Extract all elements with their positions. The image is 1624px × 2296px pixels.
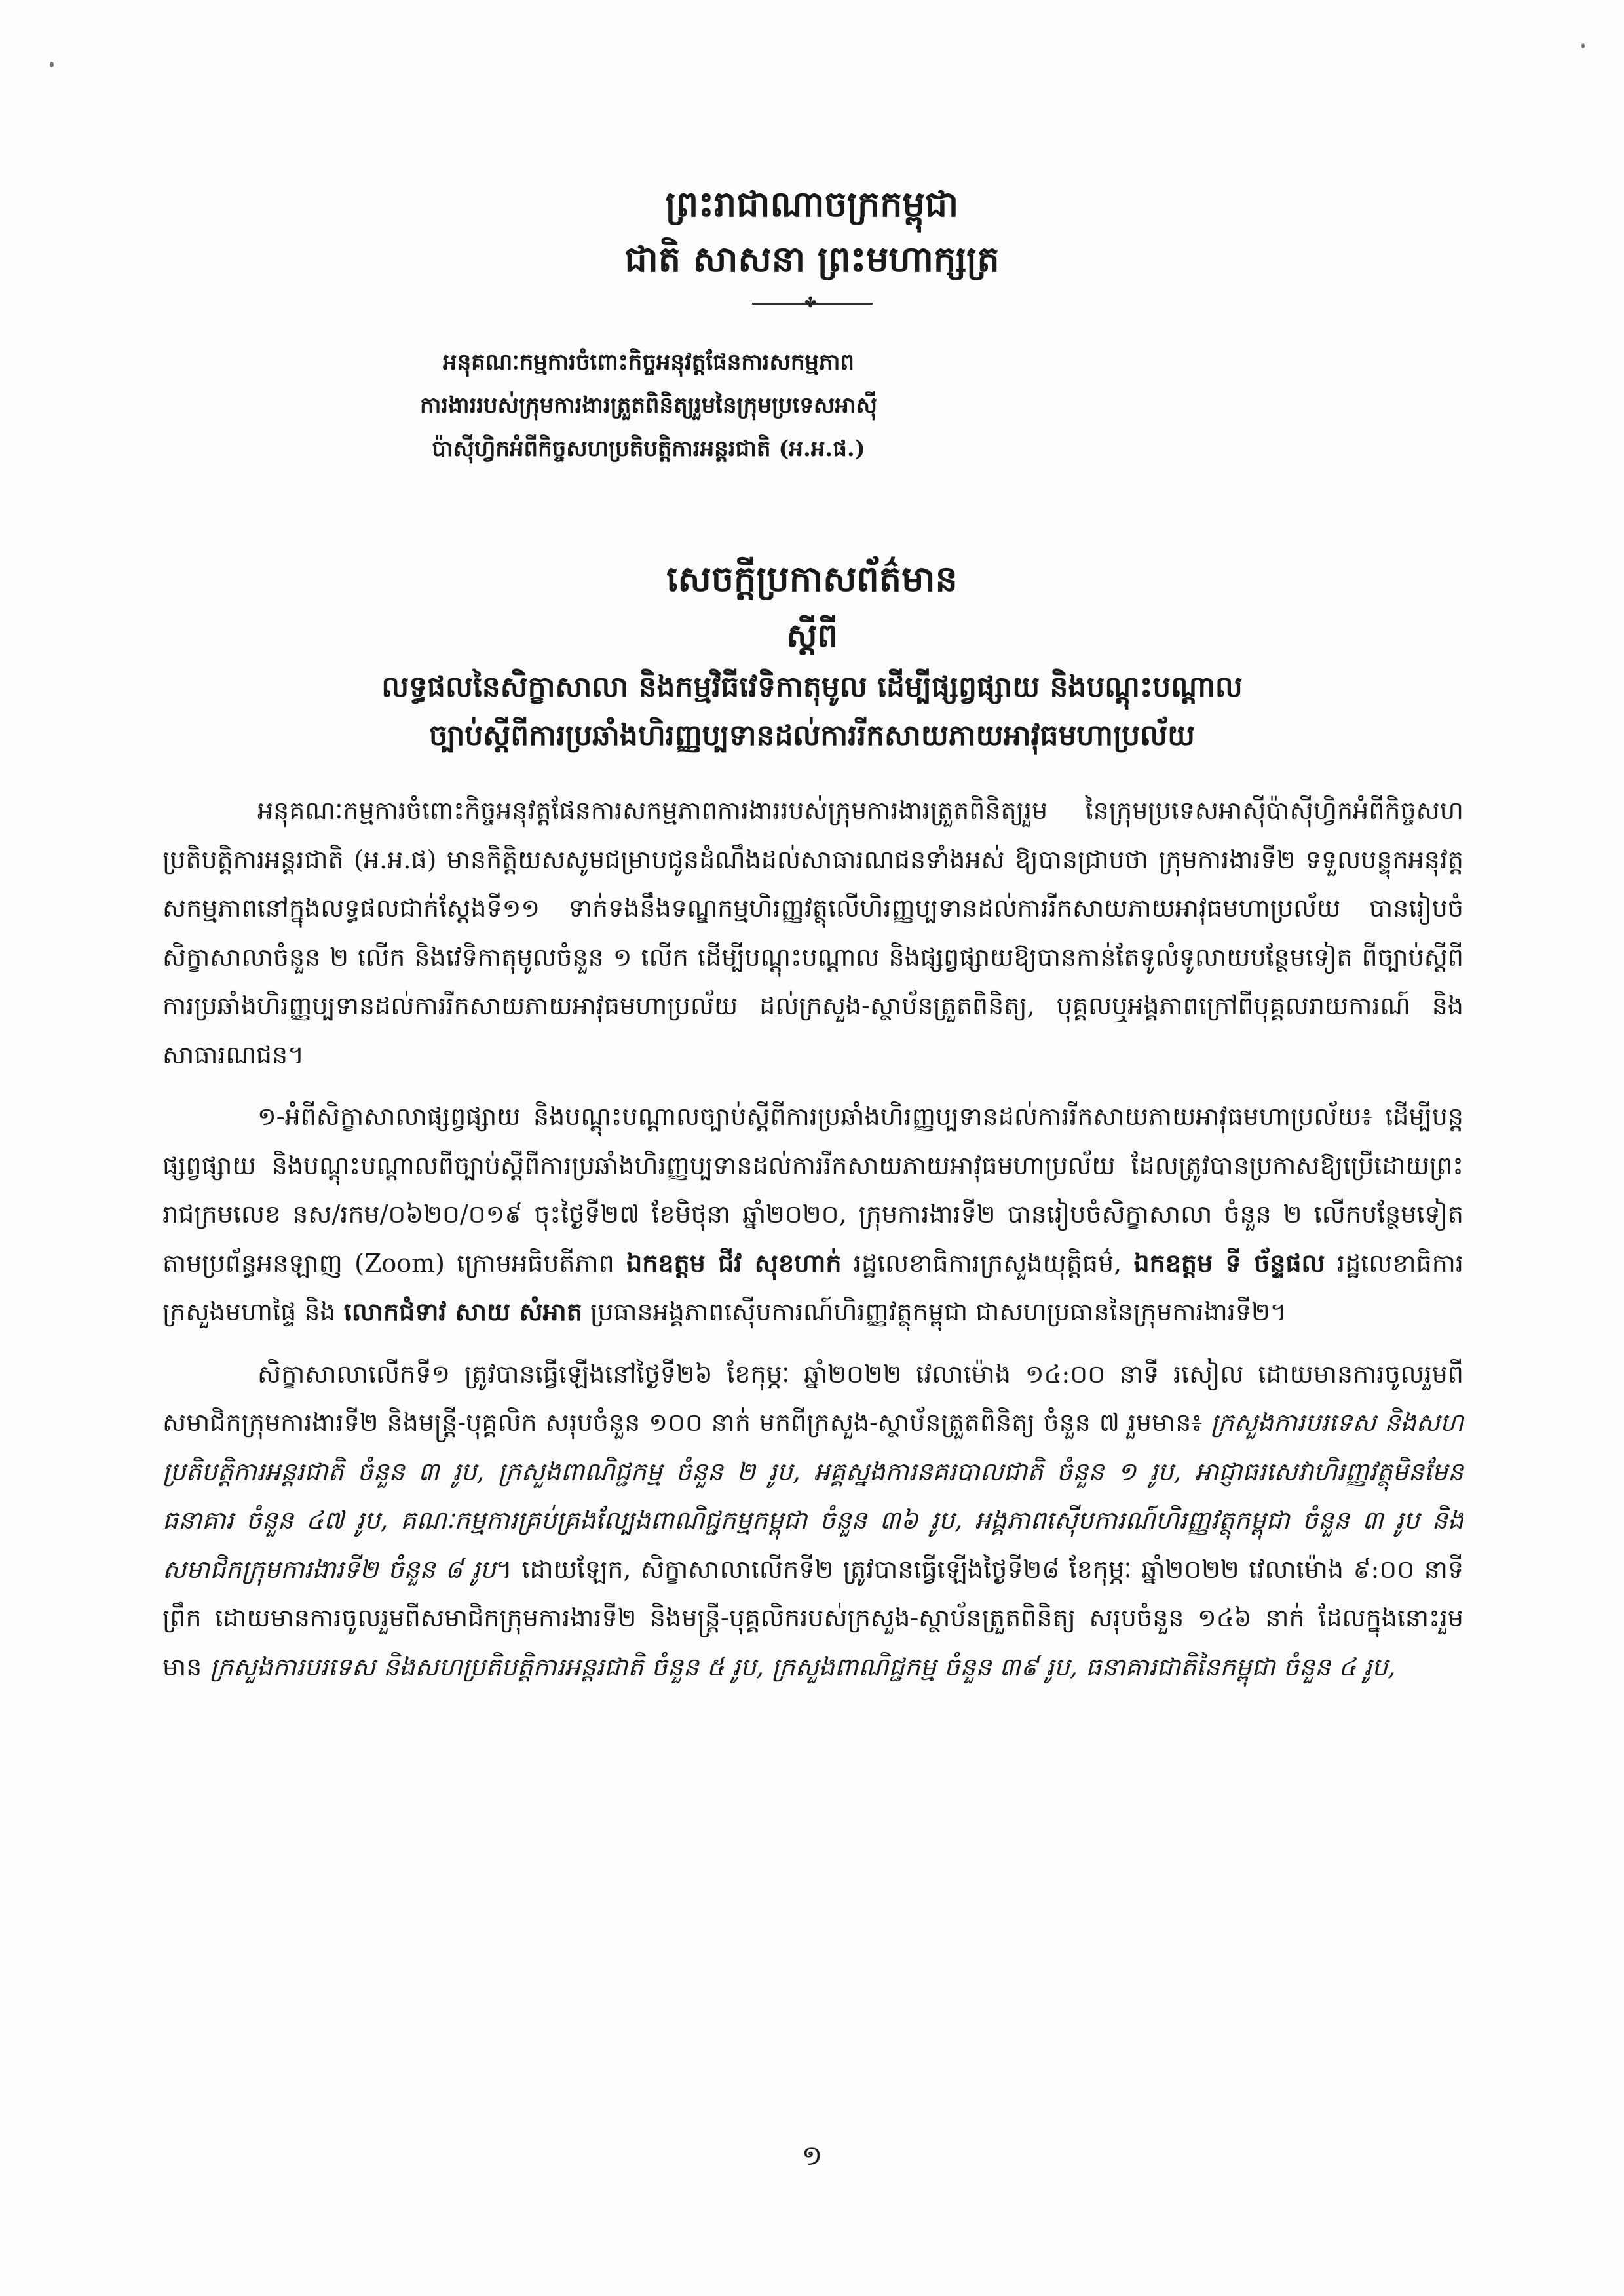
- kingdom-title: ព្រះរាជាណាចក្រកម្ពុជា: [665, 183, 959, 225]
- issuing-committee: [367, 341, 930, 470]
- participant-list: ក្រសួងការបរទេស និងសហប្រតិបត្តិការអន្តរជាតិ ចំនួន ៣ រូប, ក្រសួងពាណិជ្ជកម្ម ចំនួន ២ រូប, អគ្គស្នងការនគរបាលជាតិ ចំនួន ១ រូប, អាជ្ញាធរសេវាហិរញ្ញវត្ថុមិនមែនធនាគារ ចំនួន ៤៧ រូប, គណៈកម្មការគ្រប់គ្រងល្បែងពាណិជ្ជកម្មកម្ពុជា ចំនួន ៣៦ រូប, អង្គភាពស៊ើបការណ៍ហិរញ្ញវត្ថុកម្ពុជា ចំនួន ៣ រូប និង សមាជិកក្រុមការងារទី២ ចំនួន ៨ រូប: [162, 1408, 1464, 1584]
- national-motto: ជាតិ សាសនា ព្រះមហាក្សត្រ: [624, 238, 1000, 280]
- committee-line-2: ការងាររបស់ក្រុមការងារត្រួតពិនិត្យរួមនៃក្រុមប្រទេសអាស៊ី: [419, 392, 878, 419]
- paragraph-intro: អនុគណៈកម្មការចំពោះកិច្ចអនុវត្តផែនការសកម្មភាពការងាររបស់ក្រុមការងារត្រួតពិនិត្យរួម នៃក្រុមប្រទេសអាស៊ីប៉ាស៊ីហ្វិកអំពីកិច្ចសហប្រតិបត្តិការអន្តរជាតិ (អ.អ.ផ) មានកិត្តិយសសូមជម្រាបជូនដំណឹងដល់សាធារណជនទាំងអស់ ឱ្យបានជ្រាបថា ក្រុមការងារទី២ ទទួលបន្ទុកអនុវត្តសកម្មភាពនៅក្នុងលទ្ធផលជាក់ស្តែងទី១១ ទាក់ទងនឹងទណ្ឌកម្មហិរញ្ញវត្ថុលើហិរញ្ញប្បទានដល់ការរីកសាយភាយអាវុធមហាប្រល័យ បានរៀបចំសិក្ខាសាលាចំនួន ២ លើក និងវេទិកាតុមូលចំនួន ១ លើក ដើម្បីបណ្តុះបណ្តាល និងផ្សព្វផ្សាយឱ្យបានកាន់តែទូលំទូលាយបន្ថែមទៀត ពីច្បាប់ស្តីពីការប្រឆាំងហិរញ្ញប្បទានដល់ការរីកសាយភាយអាវុធមហាប្រល័យ ដល់ក្រសួង-ស្ថាប័នត្រួតពិនិត្យ, បុគ្គលឬអង្គភាពក្រៅពីបុគ្គលរាយការណ៍ និងសាធារណជន។: [162, 796, 1463, 1069]
- committee-line-3: ប៉ាស៊ីហ្វិកអំពីកិច្ចសហប្រតិបត្តិការអន្តរជាតិ (អ.អ.ផ.): [432, 436, 865, 462]
- document-body: [162, 786, 1463, 1704]
- official-name: ឯកឧត្តម ទី ច័ន្ទផល: [1133, 1248, 1325, 1278]
- document-heading: សេចក្តីប្រកាសព័ត៌មាន: [666, 558, 958, 600]
- paragraph-text: ប្រធានអង្គភាពស៊ើបការណ៍ហិរញ្ញវត្ថុកម្ពុជា ជាសហប្រធាននៃក្រុមការងារទី២។: [582, 1297, 1287, 1326]
- paragraph-text: ។ ដោយឡែក, សិក្ខាសាលាលើកទី២ ត្រូវបានធ្វើឡើងថ្ងៃទី២៨ ខែកុម្ភៈ ឆ្នាំ២០២២ វេលាម៉ោង ៩:០០ នាទីព្រឹក ដោយមានការចូលរួមពីសមាជិកក្រុមការងារទី២ និងមន្ត្រី-បុគ្គលិករបស់ក្រសួង-ស្ថាប័នត្រួតពិនិត្យ សរុបចំនួន ១៤៦ នាក់ ដែលក្នុងនោះរួមមាន: [162, 1554, 1463, 1681]
- paragraph-workshops: [162, 1092, 1463, 1337]
- divider-ornament-icon: ✤: [804, 295, 817, 311]
- paragraph-text: រដ្ឋលេខាធិការក្រសួងមហាផ្ទៃ និង: [162, 1248, 1463, 1326]
- document-subject-line-1: លទ្ធផលនៃសិក្ខាសាលា និងកម្មវិធីវេទិកាតុមូល ដើម្បីផ្សព្វផ្សាយ និងបណ្តុះបណ្តាល: [381, 670, 1243, 704]
- document-subject-line-2: ច្បាប់ស្តីពីការប្រឆាំងហិរញ្ញប្បទានដល់ការរីកសាយភាយអាវុធមហាប្រល័យ: [429, 719, 1195, 752]
- paragraph-text: សិក្ខាសាលាលើកទី១ ត្រូវបានធ្វើឡើងនៅថ្ងៃទី២៦ ខែកុម្ភៈ ឆ្នាំ២០២២ វេលាម៉ោង ១៤:០០ នាទី រសៀល ដោយមានការចូលរួមពីសមាជិកក្រុមការងារទី២ និងមន្ត្រី-បុគ្គលិក សរុបចំនួន ១០០ នាក់ មកពីក្រសួង-ស្ថាប័នត្រួតពិនិត្យ ចំនួន ៧ រួមមាន៖: [162, 1359, 1463, 1437]
- document-about: ស្តីពី: [785, 616, 839, 655]
- scan-speck: [1581, 43, 1585, 48]
- paragraph-text: រដ្ឋលេខាធិការក្រសួងយុត្តិធម៌,: [841, 1248, 1134, 1278]
- paragraph-text: ១-អំពីសិក្ខាសាលាផ្សព្វផ្សាយ និងបណ្តុះបណ្តាលច្បាប់ស្តីពីការប្រឆាំងហិរញ្ញប្បទានដល់ការរីកសាយភាយអាវុធមហាប្រល័យ៖ ដើម្បីបន្តផ្សព្វផ្សាយ និងបណ្តុះបណ្តាលពីច្បាប់ស្តីពីការប្រឆាំងហិរញ្ញប្បទានដល់ការរីកសាយភាយអាវុធមហាប្រល័យ ដែលត្រូវបានប្រកាសឱ្យប្រើដោយព្រះរាជក្រមលេខ នស/រកម/០៦២០/០១៩ ចុះថ្ងៃទី២៧ ខែមិថុនា ឆ្នាំ២០២០, ក្រុមការងារទី២ បានរៀបចំសិក្ខាសាលា ចំនួន ២ លើកបន្ថែមទៀតតាមប្រព័ន្ធអនឡាញ (Zoom) ក្រោមអធិបតីភាព: [162, 1102, 1463, 1278]
- page-number: ១: [801, 2139, 823, 2172]
- committee-line-1: អនុគណៈកម្មការចំពោះកិច្ចអនុវត្តផែនការសកម្មភាព: [443, 349, 854, 375]
- official-name: លោកជំទាវ សាយ សំអាត: [343, 1297, 582, 1326]
- scan-speck: [50, 62, 54, 67]
- document-title-block: [105, 549, 1519, 760]
- paragraph-first-workshop: [162, 1350, 1463, 1692]
- participant-list: ក្រសួងការបរទេស និងសហប្រតិបត្តិការអន្តរជាតិ ចំនួន ៥ រូប, ក្រសួងពាណិជ្ជកម្ម ចំនួន ៣៩ រូប, ធនាគារជាតិនៃកម្ពុជា ចំនួន ៤ រូប,: [210, 1652, 1396, 1681]
- official-name: ឯកឧត្តម ជីវ សុខហាក់: [626, 1248, 842, 1278]
